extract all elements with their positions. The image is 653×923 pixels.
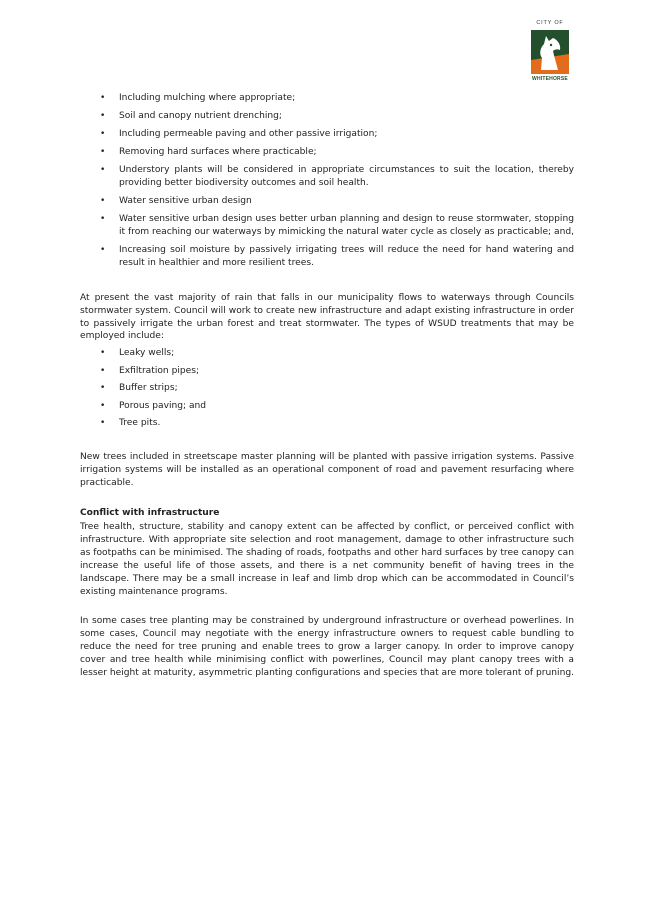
city-of-whitehorse-logo [528,20,572,84]
list-item: • Water sensitive urban design [80,195,574,208]
logo-top-text: CITY OF [536,20,564,26]
passive-irrigation-paragraph: New trees included in streetscape master planning will be planted with passive irrigation systems. Passive irrigation systems will be installed as an operational component of road and pavement resurfacing where practicable. [80,452,574,489]
stormwater-paragraph: At present the vast majority of rain that falls in our municipality flows to waterways through Councils stormwater system. Council will work to create new infrastructure and adapt existing infrastructure in order to passively irrigate the urban forest and treat stormwater. The types of WSUD treatments that may be employed include: [80,292,574,342]
infrastructure-conflict-paragraph: Tree health, structure, stability and canopy extent can be affected by conflict, or perceived conflict with infrastructure. With appropriate site selection and root management, damage to other infrastructure such as footpaths can be minimised. The shading of roads, footpaths and other hard surfaces by tree canopy can increase the useful life of those assets, and there is a net community benefit of having trees in the landscape. There may be a small increase in leaf and limb drop which can be accommodated in Council’s existing maintenance programs. [80,522,574,597]
logo-bottom-text: WHITEHORSE [532,76,568,82]
list-item: • Leaky wells; [80,347,574,360]
list-item: • Soil and canopy nutrient drenching; [80,110,574,123]
horse-eye [550,44,552,46]
list-item: • Water sensitive urban design uses better urban planning and design to reuse stormwater, stopping it from reaching our waterways by mimicking the natural water cycle as closely as practicable; and, [80,213,574,239]
list-item: • Porous paving; and [80,400,574,413]
list-item: • Increasing soil moisture by passively irrigating trees will reduce the need for hand watering and result in healthier and more resilient trees. [80,244,574,270]
powerlines-paragraph: In some cases tree planting may be constrained by underground infrastructure or overhead powerlines. In some cases, Council may negotiate with the energy infrastructure owners to request cable bundling to reduce the need for tree pruning and enable trees to grow a larger canopy. In order to improve canopy cover and tree health while minimising conflict with powerlines, Council may plant canopy trees with a lesser height at maturity, asymmetric planting configurations and species that are more tolerant of pruning. [80,616,574,679]
list-item: • Buffer strips; [80,382,574,395]
horse-emblem-icon [531,30,569,74]
list-item: • Removing hard surfaces where practicable; [80,146,574,159]
list-item: • Including permeable paving and other passive irrigation; [80,128,574,141]
document-content [80,92,574,680]
list-item: • Exfiltration pipes; [80,365,574,378]
section-heading: Conflict with infrastructure [80,508,220,519]
list-item: • Understory plants will be considered in appropriate circumstances to suit the location, thereby providing better biodiversity outcomes and soil health. [80,164,574,190]
wsud-treatment-list [80,347,574,430]
list-item: • Tree pits. [80,417,574,430]
list-item: • Including mulching where appropriate; [80,92,574,105]
treatment-bullet-list [80,92,574,270]
